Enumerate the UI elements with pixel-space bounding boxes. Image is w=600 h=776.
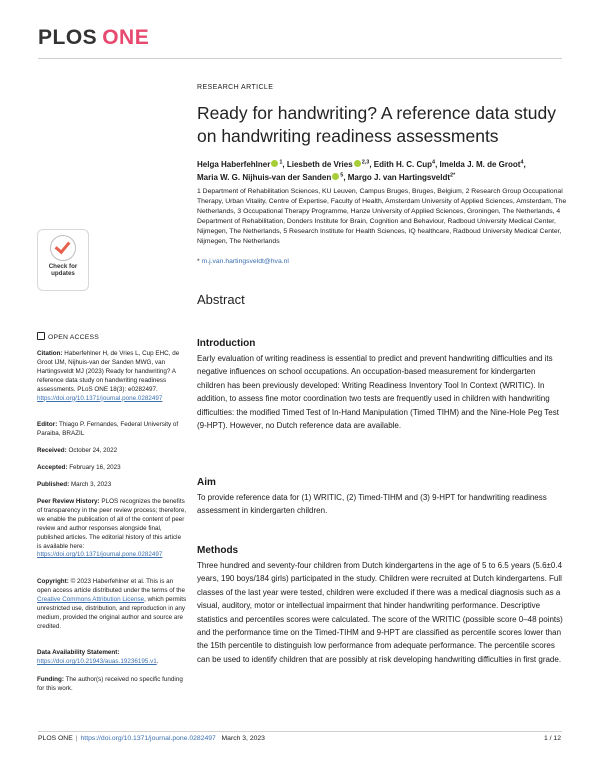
author-name: Liesbeth de Vries xyxy=(286,160,353,169)
open-access-text: OPEN ACCESS xyxy=(48,334,99,341)
data-availability-end: . xyxy=(156,657,159,665)
footer-date: March 3, 2023 xyxy=(221,735,265,742)
section-text-aim: To provide reference data for (1) WRITIC, (2) Timed-TIHM and (3) 9-HPT for handwriting readiness assessment in kindergarten children. xyxy=(197,493,547,516)
badge-line-2: updates xyxy=(51,270,75,277)
peer-review-text: PLOS recognizes the benefits of transparency in the peer review process; therefore, we enable the publication of all of the content of peer review and author responses alongside final, published articles. The editorial history of this article is available here: xyxy=(37,498,187,550)
footer-doi-link[interactable]: https://doi.org/10.1371/journal.pone.0282497 xyxy=(80,735,216,742)
orcid-icon[interactable] xyxy=(332,173,339,180)
citation-block xyxy=(37,350,187,403)
author-affil: 5 xyxy=(340,172,344,179)
author-affil: 4 xyxy=(520,159,524,166)
section-heading-aim: Aim xyxy=(197,477,216,488)
received-date: October 24, 2022 xyxy=(68,447,118,454)
orcid-icon[interactable] xyxy=(354,160,361,167)
check-for-updates-button[interactable] xyxy=(37,229,89,291)
received-block xyxy=(37,447,187,456)
check-updates-icon xyxy=(50,235,76,261)
citation-doi-link[interactable]: https://doi.org/10.1371/journal.pone.0282497 xyxy=(37,394,163,402)
citation-label: Citation: xyxy=(37,350,63,357)
corresponding-email xyxy=(197,258,289,265)
peer-review-block xyxy=(37,498,187,560)
author-name: Maria W. G. Nijhuis-van der Sanden xyxy=(197,173,332,182)
accepted-block xyxy=(37,464,187,473)
peer-review-link[interactable]: https://doi.org/10.1371/journal.pone.0282497 xyxy=(37,551,163,559)
abstract-heading: Abstract xyxy=(197,292,245,307)
journal-logo xyxy=(38,26,149,50)
published-date: March 3, 2023 xyxy=(70,481,112,488)
author-name: Imelda J. M. de Groot xyxy=(439,160,521,169)
author-affil: 1 xyxy=(279,159,283,166)
editor-label: Editor: xyxy=(37,421,58,428)
citation-text: Haberfehlner H, de Vries L, Cup EHC, de Groot IJM, Nijhuis-van der Sanden MWG, van Hartingsveldt MJ (2023) Ready for handwriting? A reference data study on handwriting readiness assessments. PLoS ONE 18(3): e0282497. xyxy=(37,350,180,393)
footer-journal: PLOS ONE xyxy=(38,735,73,742)
footer: PLOS ONE | https://doi.org/10.1371/journal.pone.0282497 March 3, 2023 xyxy=(38,735,265,742)
editor-text: Thiago P. Fernandes, Federal University of Paraiba, BRAZIL xyxy=(37,421,179,437)
received-label: Received: xyxy=(37,447,67,454)
open-lock-icon xyxy=(37,332,45,340)
funding-block xyxy=(37,676,187,694)
author-name: Edith H. C. Cup xyxy=(373,160,433,169)
author-affil: 2,3 xyxy=(361,159,370,166)
data-availability-block xyxy=(37,649,187,667)
published-label: Published: xyxy=(37,481,70,488)
article-title: Ready for handwriting? A reference data study on handwriting readiness assessments xyxy=(197,103,556,146)
data-availability-label: Data Availability Statement: xyxy=(37,649,120,656)
article-type: RESEARCH ARTICLE xyxy=(197,84,274,91)
section-heading-methods: Methods xyxy=(197,545,239,556)
author-name: Margo J. van Hartingsveldt xyxy=(347,173,451,182)
footer-divider xyxy=(38,731,562,732)
logo-plos: PLOS xyxy=(38,26,98,49)
orcid-icon[interactable] xyxy=(271,160,278,167)
editor-block xyxy=(37,421,187,439)
header-divider xyxy=(38,58,562,59)
email-marker: * xyxy=(197,258,200,265)
license-link[interactable]: Creative Commons Attribution License xyxy=(37,595,145,603)
peer-review-label: Peer Review History: xyxy=(37,498,100,505)
email-link[interactable]: m.j.van.hartingsveldt@hva.nl xyxy=(201,258,289,265)
section-text-introduction: Early evaluation of writing readiness is essential to predict and prevent handwriting difficulties and its negative influences on school occupations. An occupation-based measurement for kindergarten children has been previously developed: Writing Readiness Inventory Tool In Context (WRITIC). In addition, to assess fine motor coordination two tests are frequently used in children with handwriting difficulties: the modified Timed Test of In-Hand Manipulation (Timed TIHM) and the Nine-Hole Peg Test (9-HPT). However, no Dutch reference data are available. xyxy=(197,354,559,431)
funding-label: Funding: xyxy=(37,676,64,683)
author-affil: 4 xyxy=(432,159,436,166)
accepted-date: February 16, 2023 xyxy=(69,464,121,471)
published-block xyxy=(37,481,187,490)
badge-line-1: Check for xyxy=(48,263,78,270)
funding-text: The author(s) received no specific funding for this work. xyxy=(37,676,183,692)
data-availability-link[interactable]: https://doi.org/10.21943/auas.19236195.v1 xyxy=(37,657,157,665)
author-list: Helga Haberfehlner $^1$, Liesbeth de Vries $^{2,3}$, Edith H. C. Cup$^4$, Imelda J. M. de Groot$^4$, Maria W. G. Nijhuis-van der Sanden $^5$, Margo J. van Hartingsveldt$^{2*}$ xyxy=(197,159,526,182)
open-access-label xyxy=(37,331,99,341)
corresponding-mark: * xyxy=(453,172,456,179)
copyright-block xyxy=(37,578,187,631)
affiliations: 1 Department of Rehabilitation Sciences, KU Leuven, Campus Bruges, Bruges, Belgium, 2 Research Group Occupational Therapy, Urban Vitality, Centre of Expertise, Faculty of Health, Amsterdam University of Applied Sciences, Amsterdam, The Netherlands, 3 Occupational Therapy Programme, Hanze University of Applied Sciences, Groningen, The Netherlands, 4 Department of Rehabilitation, Donders Institute for Brain, Cognition and Behaviour, Radboud University Medical Center, Nijmegen, The Netherlands, 5 Research Institute for Health Sciences, IQ healthcare, Radboud University Medical Center, Nijmegen, The Netherlands xyxy=(197,188,567,246)
accepted-label: Accepted: xyxy=(37,464,68,471)
copyright-label: Copyright: xyxy=(37,578,69,585)
logo-one: ONE xyxy=(102,26,150,49)
author-name: Helga Haberfehlner xyxy=(197,160,271,169)
copyright-text: © 2023 Haberfehlner et al. This is an open access article distributed under the terms of the xyxy=(37,578,186,594)
section-text-methods: Three hundred and seventy-four children from Dutch kindergartens in the age of 5 to 6.5 years (5.6±0.4 years, 190 boys/184 girls) participated in the study. Children were recruited at Dutch kindergartens. Full classes of the last year were tested, children were excluded if there was a medical diagnosis such as a visual, auditory, motor or intellectual impairment that hinder handwriting performance. Descriptive statistics and percentiles scores were calculated. The score of the WRITIC (possible score 0–48 points) and the performance time on the Timed-TIHM and 9-HPT are classified as percentile scores lower than the 15th percentile to distinguish low performance from adequate performance. The percentile scores can be used to identify children that are possibly at risk developing handwriting difficulties in first grade. xyxy=(197,561,563,664)
page-number: 1 / 12 xyxy=(543,735,561,742)
author-affil: 2 xyxy=(450,172,454,179)
copyright-text-end: , which permits unrestricted use, distribution, and reproduction in any medium, provided the original author and source are credited. xyxy=(37,595,187,630)
section-heading-introduction: Introduction xyxy=(197,338,256,349)
